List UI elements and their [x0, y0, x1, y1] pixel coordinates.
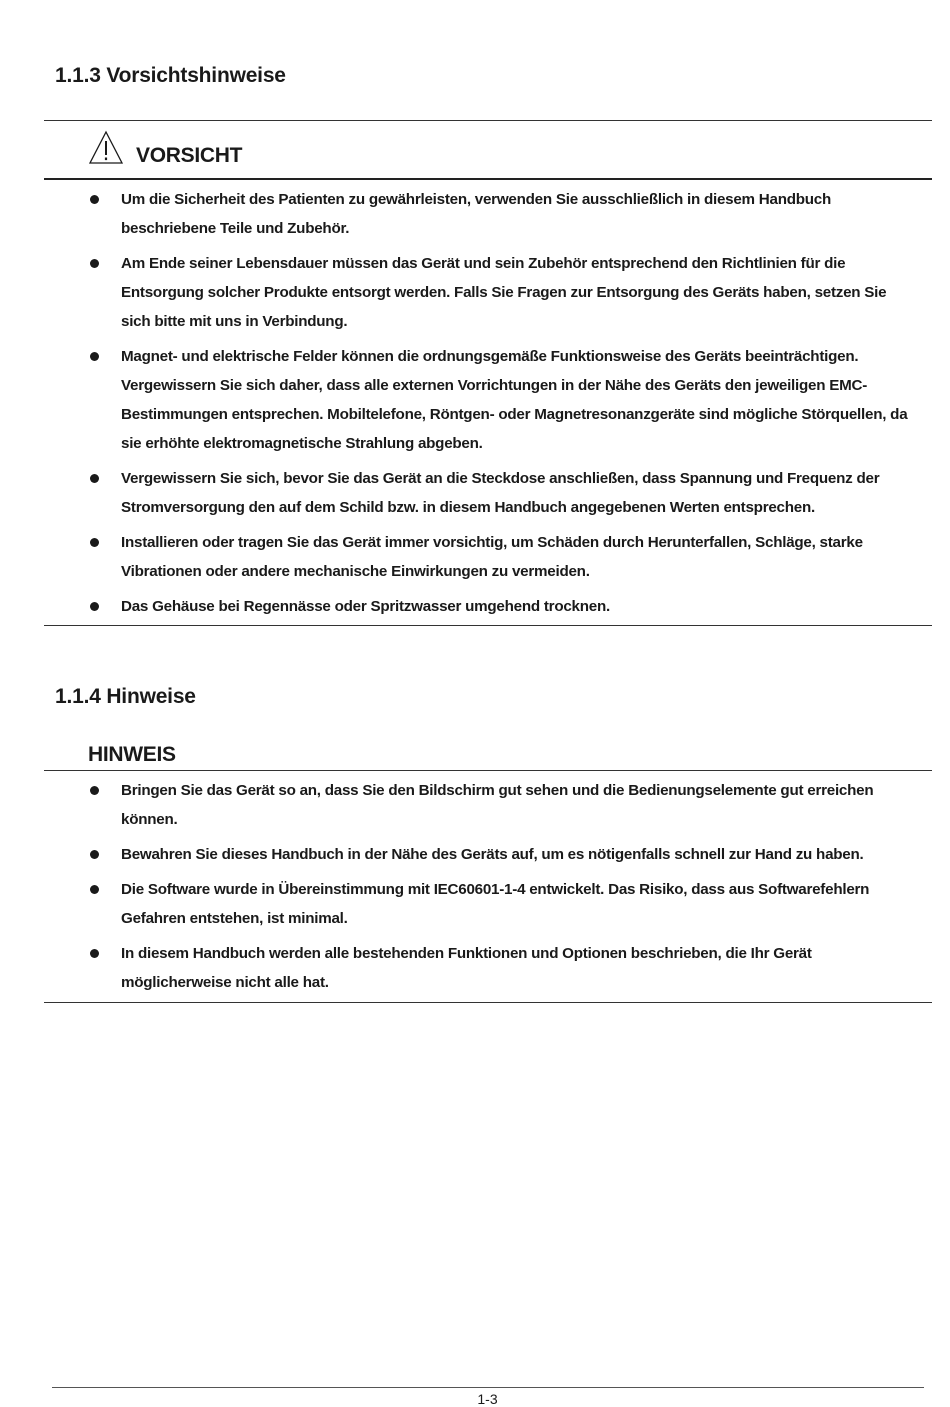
caution-bottom-rule	[44, 625, 932, 626]
notes-bottom-rule	[44, 1002, 932, 1003]
bullet-icon	[90, 352, 99, 361]
list-item	[44, 185, 932, 243]
caution-top-rule	[44, 120, 932, 121]
bullet-icon	[90, 195, 99, 204]
bullet-icon	[90, 538, 99, 547]
bullet-icon	[90, 602, 99, 611]
list-item	[44, 875, 932, 933]
list-item-text: Die Software wurde in Übereinstimmung mit IEC60601-1-4 entwickelt. Das Risiko, dass aus Softwarefehlern Gefahren entstehen, ist minimal.	[121, 881, 870, 927]
list-item	[44, 776, 932, 834]
list-item-text: Magnet- und elektrische Felder können die ordnungsgemäße Funktionsweise des Geräts beeinträchtigen. Vergewissern Sie sich daher, dass alle externen Vorrichtungen in der Nähe des Geräts den jeweiligen EMC-Bestimmungen entsprechen. Mobiltelefone, Röntgen- oder Magnetresonanzgeräte sind mögliche Störquellen, da sie erhöhte elektromagnetische Strahlung abgeben.	[121, 348, 908, 452]
notes-header-rule	[44, 770, 932, 771]
list-item	[44, 249, 932, 336]
list-item-text: Das Gehäuse bei Regennässe oder Spritzwasser umgehend trocknen.	[121, 598, 610, 615]
bullet-icon	[90, 786, 99, 795]
list-item	[44, 342, 932, 458]
bullet-icon	[90, 259, 99, 268]
list-item	[44, 939, 932, 997]
list-item	[44, 528, 932, 586]
caution-header-rule	[44, 178, 932, 180]
footer-rule	[52, 1387, 924, 1388]
list-item-text: Bringen Sie das Gerät so an, dass Sie den Bildschirm gut sehen und die Bedienungselemente gut erreichen können.	[121, 782, 874, 828]
notes-notice-title: HINWEIS	[88, 743, 176, 766]
list-item-text: Installieren oder tragen Sie das Gerät immer vorsichtig, um Schäden durch Herunterfallen, Schläge, starke Vibrationen oder andere mechanische Einwirkungen zu vermeiden.	[121, 534, 863, 580]
section-heading-caution: 1.1.3 Vorsichtshinweise	[55, 64, 286, 87]
list-item-text: In diesem Handbuch werden alle bestehenden Funktionen und Optionen beschrieben, die Ihr Gerät möglicherweise nicht alle hat.	[121, 945, 812, 991]
section-heading-notes: 1.1.4 Hinweise	[55, 685, 196, 708]
bullet-icon	[90, 949, 99, 958]
list-item	[44, 592, 932, 621]
caution-notice-title: VORSICHT	[136, 144, 243, 167]
warning-triangle-icon	[88, 130, 124, 165]
bullet-icon	[90, 885, 99, 894]
caution-bullet-list	[44, 185, 932, 627]
list-item	[44, 464, 932, 522]
bullet-icon	[90, 474, 99, 483]
page-number: 1-3	[477, 1391, 498, 1407]
list-item-text: Bewahren Sie dieses Handbuch in der Nähe des Geräts auf, um es nötigenfalls schnell zur Hand zu haben.	[121, 846, 864, 863]
notes-bullet-list	[44, 776, 932, 1003]
list-item-text: Am Ende seiner Lebensdauer müssen das Gerät und sein Zubehör entsprechend den Richtlinien für die Entsorgung solcher Produkte entsorgt werden. Falls Sie Fragen zur Entsorgung des Geräts haben, setzen Sie sich bitte mit uns in Verbindung.	[121, 255, 887, 330]
list-item-text: Vergewissern Sie sich, bevor Sie das Gerät an die Steckdose anschließen, dass Spannung und Frequenz der Stromversorgung den auf dem Schild bzw. in diesem Handbuch angegebenen Werten entsprechen.	[121, 470, 880, 516]
bullet-icon	[90, 850, 99, 859]
list-item-text: Um die Sicherheit des Patienten zu gewährleisten, verwenden Sie ausschließlich in diesem Handbuch beschriebene Teile und Zubehör.	[121, 191, 832, 237]
list-item	[44, 840, 932, 869]
